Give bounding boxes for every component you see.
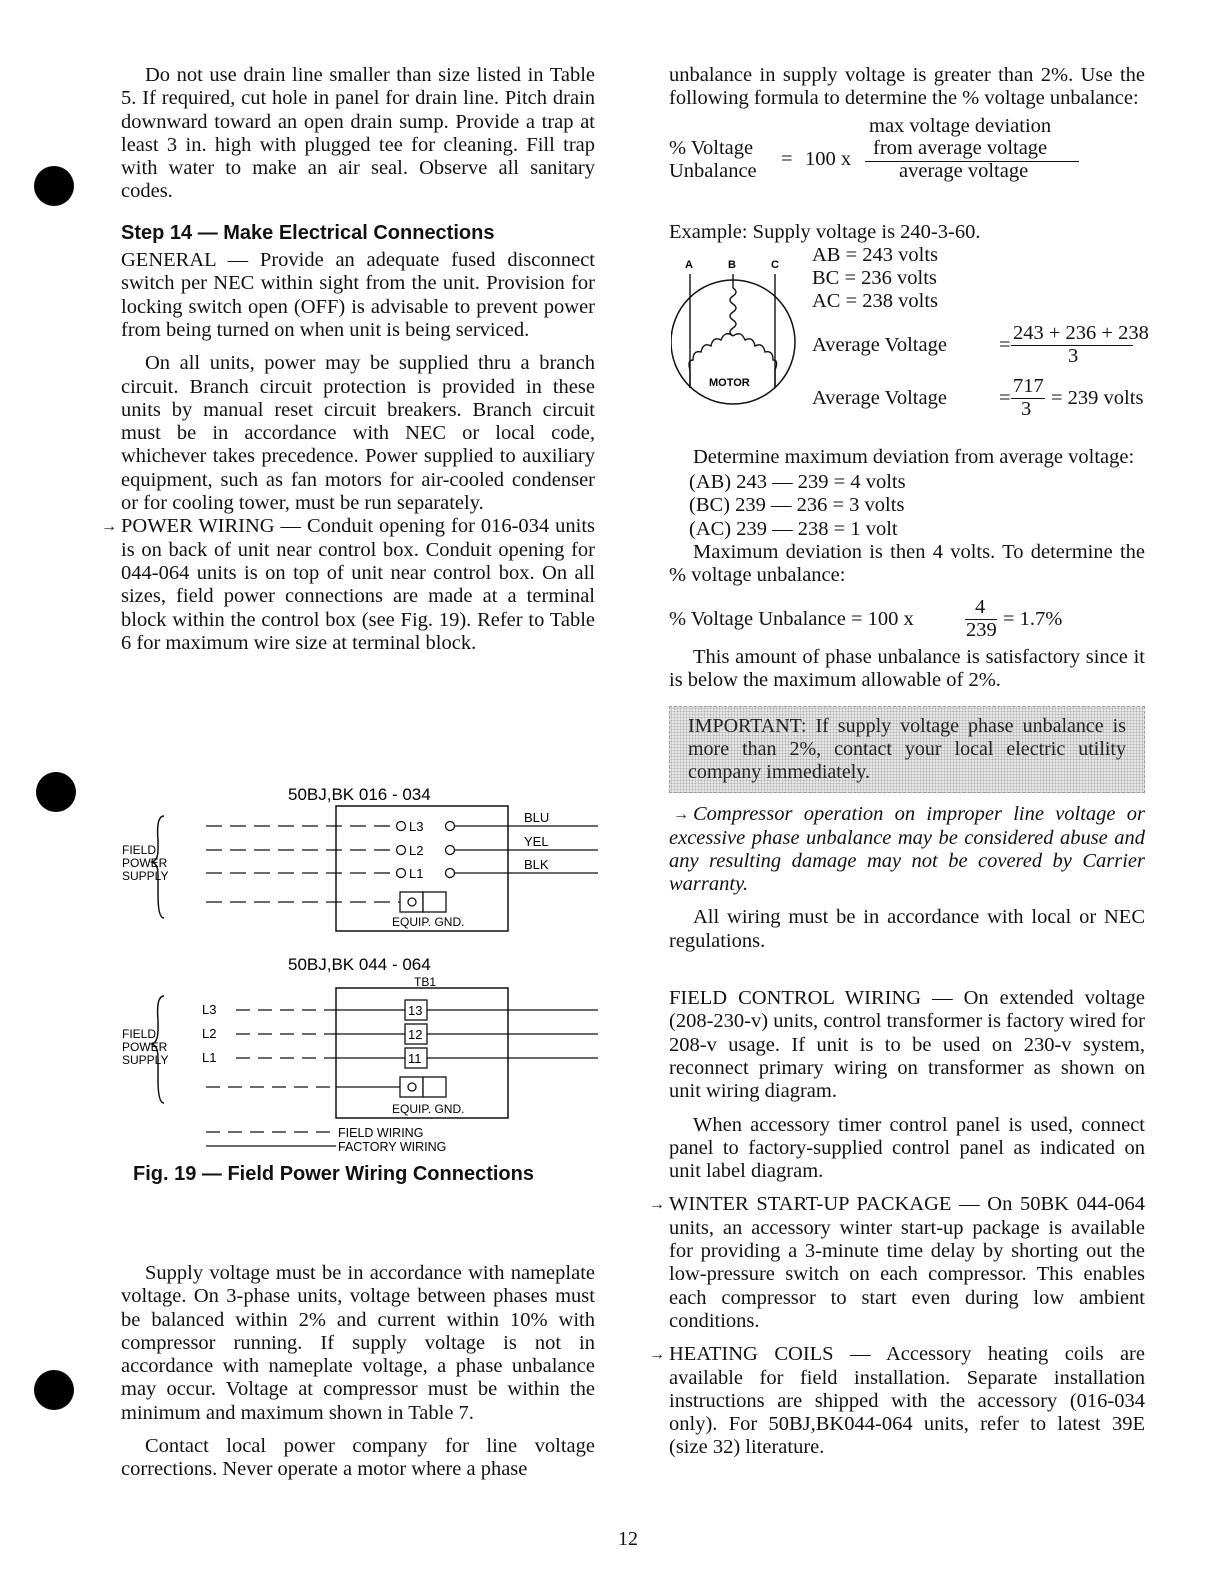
terminal-11-label: 11 [408, 1051, 422, 1066]
warranty-note-text: Compressor operation on improper line voltage or excessive phase unbalance may be considered abuse and any resulting damage may not be covered by Carrier warranty. [669, 803, 1145, 896]
motor-name-label: MOTOR [709, 376, 750, 389]
factory-wiring-legend-label: FACTORY WIRING [338, 1140, 447, 1154]
diagram-a-supply-label-3: SUPPLY [122, 869, 169, 883]
change-marker-arrow-icon: → [649, 1196, 665, 1214]
figure-19 [118, 780, 608, 1200]
unbalance-formula [669, 115, 1145, 205]
formula-lhs-top: % Voltage [669, 136, 754, 159]
diagram-b-row-l3 [202, 1000, 598, 1020]
formula-equals: = [781, 147, 793, 170]
average-voltage-label-2: Average Voltage [812, 386, 947, 409]
diagram-a-row-l1 [206, 857, 598, 881]
diagram-a-row-l3 [206, 810, 598, 834]
average-equals-1: = [999, 333, 1011, 356]
average-voltage-label-1: Average Voltage [812, 333, 947, 356]
field-control-wiring-paragraph: FIELD CONTROL WIRING — On extended voltage (208-230-v) units, control transformer is factory wired for 208-v usage. If unit is to be used on 230-v system, reconnect primary wiring on transformer as shown on unit wiring diagram. [669, 987, 1145, 1103]
drain-paragraph: Do not use drain line smaller than size listed in Table 5. If required, cut hole in panel for drain line. Pitch drain downward toward an open drain sump. Provide a trap at least 3 in. high with plugged tee for cleaning. Fill trap with water to make an air seal. Observe all sanitary codes. [121, 64, 595, 203]
power-wiring-text: POWER WIRING — Conduit opening for 016-034 units is on back of unit near control box. Conduit opening for 044-064 units is on top of unit near control box. On all sizes, field power connections are made at a terminal block within the control box (see Fig. 19). Refer to Table 6 for maximum wire size at terminal block. [121, 515, 595, 654]
average-numerator: 243 + 236 + 238 [1013, 321, 1149, 344]
average2-numerator: 717 [1013, 374, 1044, 397]
deviation-intro-paragraph: Determine maximum deviation from average voltage: [693, 445, 1135, 468]
average2-result: = 239 volts [1051, 386, 1144, 409]
deviation-ab: (AB) 243 — 239 = 4 volts [689, 471, 906, 494]
figure-caption: Fig. 19 — Field Power Wiring Connections [133, 1163, 534, 1185]
motor-label-a: A [685, 258, 693, 271]
page-number: 12 [618, 1528, 638, 1550]
diagram-b-row-l2 [202, 1024, 598, 1044]
line-l1-label: L1 [202, 1050, 217, 1065]
terminal-12-label: 12 [408, 1027, 423, 1042]
motor-label-b: B [728, 258, 736, 271]
diagram-b-row-l1 [202, 1048, 598, 1068]
motor-label-c: C [771, 258, 779, 271]
formula-multiplier: 100 x [805, 147, 852, 170]
change-marker-arrow-icon: → [101, 518, 117, 536]
measurement-bc: BC = 236 volts [812, 266, 937, 289]
measurement-ac: AC = 238 volts [812, 289, 939, 312]
diagram-a-supply-label-2: POWER [122, 856, 168, 870]
max-deviation-paragraph: Maximum deviation is then 4 volts. To determine the % voltage unbalance: [669, 541, 1145, 587]
punch-hole [34, 166, 74, 206]
unbalance-intro-paragraph: unbalance in supply voltage is greater than 2%. Use the following formula to determine the % voltage unbalance: [669, 64, 1145, 110]
average-equals-2: = [999, 386, 1011, 409]
percent-unbalance-numerator: 4 [975, 595, 986, 618]
power-wiring-paragraph [101, 515, 595, 655]
all-wiring-paragraph: All wiring must be in accordance with local or NEC regulations. [669, 906, 1145, 952]
punch-hole [36, 772, 76, 812]
step-14-heading: Step 14 — Make Electrical Connections [121, 221, 495, 244]
heating-coils-paragraph [649, 1343, 1145, 1459]
warranty-note [669, 803, 1145, 896]
diagram-b-supply-label-1: FIELD [122, 1027, 157, 1041]
diagram-a-title: 50BJ,BK 016 - 034 [288, 785, 431, 804]
left-column [101, 64, 595, 655]
diagram-a-ground-label: EQUIP. GND. [392, 915, 465, 929]
percent-unbalance-result: = 1.7% [1003, 607, 1063, 630]
deviation-ac: (AC) 239 — 238 = 1 volt [689, 517, 898, 540]
timer-panel-paragraph: When accessory timer control panel is used, connect panel to factory-supplied control panel as indicated on unit label diagram. [669, 1113, 1145, 1183]
satisfactory-paragraph: This amount of phase unbalance is satisfactory since it is below the maximum allowable of 2%. [669, 645, 1145, 691]
heating-coils-text: HEATING COILS — Accessory heating coils are available for field installation. Separate installation instructions are shipped with the accessory (016-034 only). For 50BJ,BK044-064 units, refer to latest 39E (size 32) literature. [669, 1343, 1145, 1459]
diagram-a-supply-label-1: FIELD [122, 843, 157, 857]
measurement-ab: AB = 243 volts [812, 243, 939, 266]
diagram-b-supply-label-2: POWER [122, 1040, 168, 1054]
motor-diagram-icon [671, 250, 801, 410]
formula-lhs-bottom: Unbalance [669, 159, 757, 182]
winter-startup-paragraph [649, 1193, 1145, 1333]
right-column [649, 64, 1149, 1460]
wire-color-blu: BLU [524, 810, 550, 825]
average2-denominator: 3 [1021, 397, 1032, 420]
percent-unbalance-formula [669, 594, 1145, 644]
wire-color-blk: BLK [524, 857, 549, 872]
field-power-wiring-diagram [118, 780, 608, 1180]
terminal-l3-label: L3 [409, 819, 424, 834]
diagram-b-ground-label: EQUIP. GND. [392, 1102, 465, 1116]
formula-denominator: average voltage [899, 159, 1029, 182]
terminal-13-label: 13 [408, 1003, 423, 1018]
example-block [669, 243, 1149, 434]
terminal-l1-label: L1 [409, 866, 424, 881]
diagram-a-row-l2 [206, 834, 598, 858]
wiring-legend [206, 1126, 446, 1154]
deviation-bc: (BC) 239 — 236 = 3 volts [689, 494, 905, 517]
diagram-b-block-label: TB1 [414, 975, 437, 989]
punch-hole [34, 1370, 74, 1410]
formula-numerator-2: from average voltage [873, 136, 1048, 159]
left-column-lower [121, 1262, 595, 1482]
diagram-b-ground [206, 1077, 464, 1116]
change-marker-arrow-icon: → [649, 1346, 665, 1364]
average-denominator: 3 [1068, 344, 1079, 367]
line-l2-label: L2 [202, 1026, 217, 1041]
important-notice-box: IMPORTANT: If supply voltage phase unbalance is more than 2%, contact your local electric utility company immediately. [669, 706, 1145, 793]
diagram-b-supply-label-3: SUPPLY [122, 1053, 169, 1067]
field-wiring-legend-label: FIELD WIRING [338, 1126, 424, 1140]
diagram-a-ground [206, 892, 464, 929]
diagram-b-title: 50BJ,BK 044 - 064 [288, 955, 431, 974]
supply-voltage-paragraph: Supply voltage must be in accordance with nameplate voltage. On 3-phase units, voltage between phases must be balanced within 2% and current within 10% with compressor running. If supply voltage is not in accordance with nameplate voltage, a phase unbalance may occur. Voltage at compressor must be within the minimum and maximum shown in Table 7. [121, 1262, 595, 1424]
winter-startup-text: WINTER START-UP PACKAGE — On 50BK 044-064 units, an accessory winter start-up package is available for providing a 3-minute time delay by shorting out the low-pressure switch on each compressor. This enables each compressor to start even during low ambient conditions. [669, 1193, 1145, 1332]
terminal-l2-label: L2 [409, 843, 424, 858]
wire-color-yel: YEL [524, 834, 549, 849]
branch-circuit-paragraph: On all units, power may be supplied thru a branch circuit. Branch circuit protection is provided in these units by manual reset circuit breakers. Branch circuit must be in accordance with NEC or local code, whichever takes precedence. Power supplied to auxiliary equipment, such as fan motors for air-cooled condenser or for cooling tower, must be run separately. [121, 352, 595, 515]
formula-numerator-1: max voltage deviation [869, 114, 1052, 137]
general-paragraph: GENERAL — Provide an adequate fused disconnect switch per NEC within sight from the unit. Provision for locking switch open (OFF) is advisable to prevent power from being turned on when unit is being serviced. [121, 249, 595, 341]
percent-unbalance-denominator: 239 [966, 618, 997, 641]
contact-power-company-paragraph: Contact local power company for line voltage corrections. Never operate a motor where a phase [121, 1435, 595, 1481]
percent-unbalance-label: % Voltage Unbalance = 100 x [669, 607, 914, 630]
example-heading: Example: Supply voltage is 240-3-60. [669, 220, 981, 243]
deviation-list [669, 471, 1145, 541]
change-marker-arrow-icon: → [673, 806, 689, 824]
line-l3-label: L3 [202, 1002, 217, 1017]
